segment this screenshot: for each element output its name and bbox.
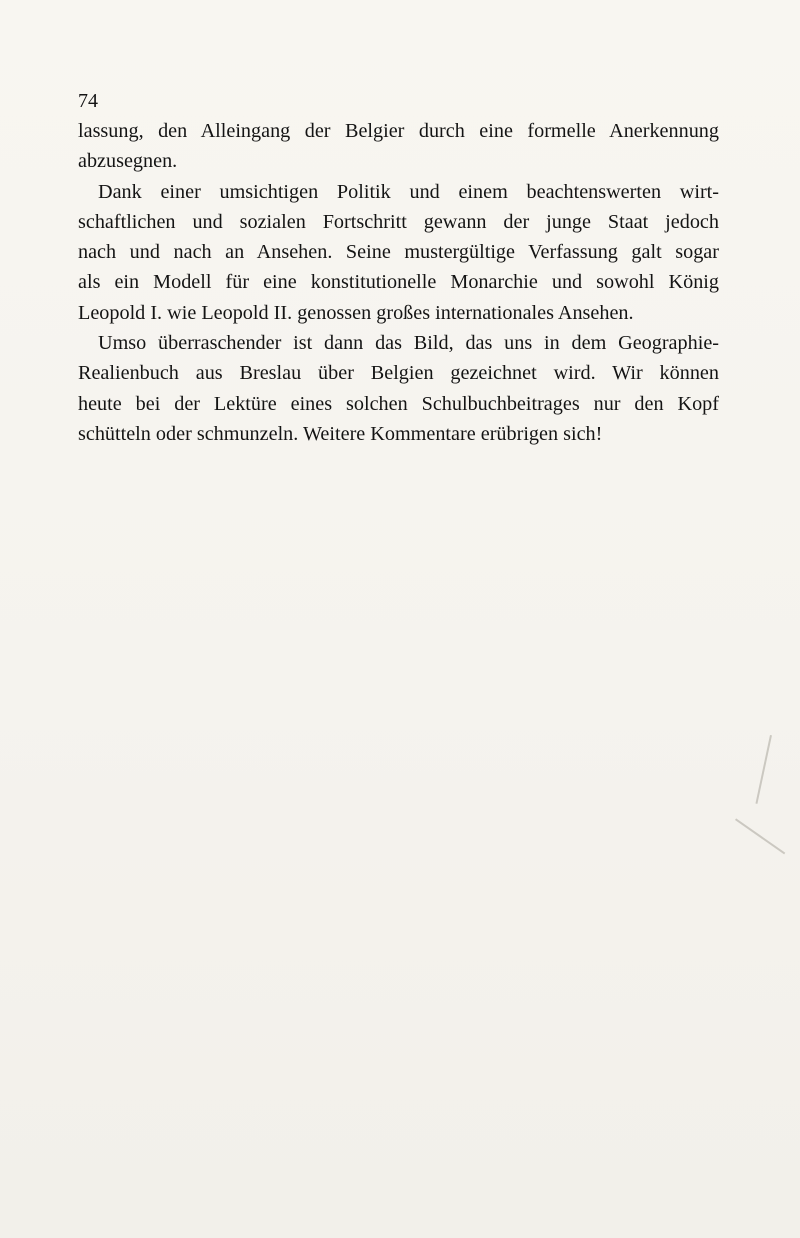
text-line: schaftlichen und sozialen Fortschritt gewann der junge Staat jedoch [78,210,719,233]
text-line: Dank einer umsichtigen Politik und einem beachtenswerten wirt- [98,180,719,203]
text-line: heute bei der Lektüre eines solchen Schulbuchbeitrages nur den Kopf [78,392,719,415]
paragraph-2 [78,177,719,328]
paragraph-3 [78,328,719,449]
page-number: 74 [78,90,98,112]
text-line: Umso überraschender ist dann das Bild, das uns in dem Geographie- [98,332,719,355]
text-line: abzusegnen. [78,150,178,173]
margin-ink-mark [755,735,772,804]
margin-ink-mark [735,818,785,854]
text-line: nach und nach an Ansehen. Seine mustergültige Verfassung galt sogar [78,241,719,264]
text-line: Realienbuch aus Breslau über Belgien gezeichnet wird. Wir können [78,362,719,385]
text-line: lassung, den Alleingang der Belgier durch eine formelle Anerkennung [78,120,719,142]
page-content [78,86,719,449]
paragraph-1 [78,116,719,177]
text-line: schütteln oder schmunzeln. Weitere Kommentare erübrigen sich! [78,422,603,445]
text-line: Leopold I. wie Leopold II. genossen großes internationales Ansehen. [78,301,634,324]
text-line: als ein Modell für eine konstitutionelle Monarchie und sowohl König [78,271,719,294]
